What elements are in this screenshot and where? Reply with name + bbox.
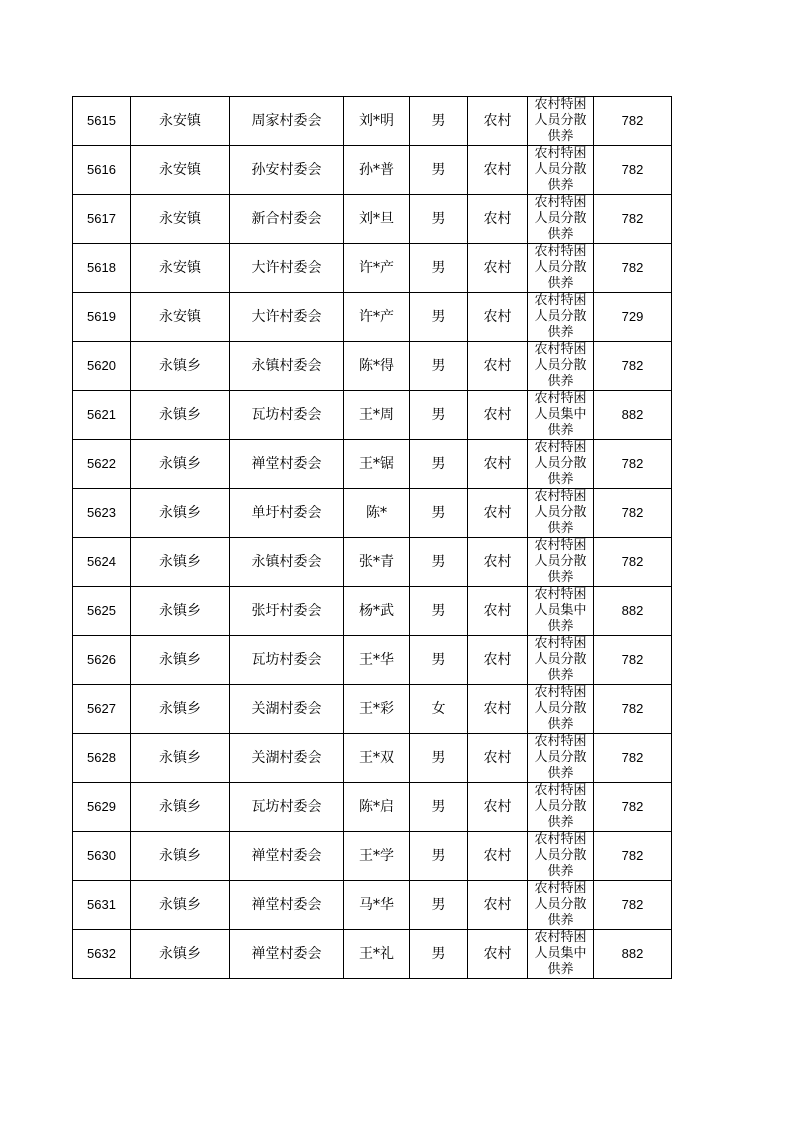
category-text: 农村特困人员分散供养 <box>534 489 587 536</box>
table-row <box>73 832 672 881</box>
category-text: 农村特困人员分散供养 <box>534 440 587 487</box>
table-row <box>73 195 672 244</box>
village-cell: 禅堂村委会 <box>230 440 344 489</box>
village-cell: 永镇村委会 <box>230 538 344 587</box>
gender-cell: 男 <box>410 293 468 342</box>
village-cell: 瓦坊村委会 <box>230 391 344 440</box>
table-row <box>73 97 672 146</box>
amount-cell: 882 <box>594 930 672 979</box>
village-cell: 单圩村委会 <box>230 489 344 538</box>
table-body <box>73 97 672 979</box>
category-cell <box>528 930 594 979</box>
name-cell: 刘*旦 <box>344 195 410 244</box>
amount-cell: 782 <box>594 734 672 783</box>
gender-cell: 男 <box>410 734 468 783</box>
name-cell: 陈* <box>344 489 410 538</box>
name-cell: 王*彩 <box>344 685 410 734</box>
area-cell: 农村 <box>468 783 528 832</box>
amount-cell: 782 <box>594 97 672 146</box>
town-cell: 永镇乡 <box>131 734 230 783</box>
category-cell <box>528 783 594 832</box>
gender-cell: 男 <box>410 489 468 538</box>
area-cell: 农村 <box>468 440 528 489</box>
amount-cell: 782 <box>594 195 672 244</box>
area-cell: 农村 <box>468 832 528 881</box>
town-cell: 永镇乡 <box>131 440 230 489</box>
area-cell: 农村 <box>468 146 528 195</box>
gender-cell: 男 <box>410 832 468 881</box>
village-cell: 张圩村委会 <box>230 587 344 636</box>
table-row <box>73 391 672 440</box>
category-text: 农村特困人员分散供养 <box>534 195 587 242</box>
category-cell <box>528 881 594 930</box>
amount-cell: 729 <box>594 293 672 342</box>
name-cell: 杨*武 <box>344 587 410 636</box>
category-cell <box>528 734 594 783</box>
category-text: 农村特困人员分散供养 <box>534 342 587 389</box>
name-cell: 张*青 <box>344 538 410 587</box>
category-text: 农村特困人员集中供养 <box>534 391 587 438</box>
village-cell: 瓦坊村委会 <box>230 783 344 832</box>
village-cell: 禅堂村委会 <box>230 881 344 930</box>
village-cell: 关湖村委会 <box>230 685 344 734</box>
town-cell: 永镇乡 <box>131 685 230 734</box>
amount-cell: 782 <box>594 538 672 587</box>
gender-cell: 男 <box>410 930 468 979</box>
category-text: 农村特困人员集中供养 <box>534 587 587 634</box>
record-id-cell: 5626 <box>73 636 131 685</box>
village-cell: 永镇村委会 <box>230 342 344 391</box>
table-row <box>73 489 672 538</box>
amount-cell: 782 <box>594 783 672 832</box>
category-text: 农村特困人员分散供养 <box>534 685 587 732</box>
record-id-cell: 5622 <box>73 440 131 489</box>
area-cell: 农村 <box>468 342 528 391</box>
category-text: 农村特困人员分散供养 <box>534 97 587 144</box>
town-cell: 永镇乡 <box>131 342 230 391</box>
village-cell: 大许村委会 <box>230 244 344 293</box>
village-cell: 周家村委会 <box>230 97 344 146</box>
record-id-cell: 5627 <box>73 685 131 734</box>
record-id-cell: 5617 <box>73 195 131 244</box>
area-cell: 农村 <box>468 97 528 146</box>
name-cell: 王*双 <box>344 734 410 783</box>
amount-cell: 782 <box>594 342 672 391</box>
town-cell: 永镇乡 <box>131 832 230 881</box>
area-cell: 农村 <box>468 881 528 930</box>
category-cell <box>528 97 594 146</box>
category-cell <box>528 587 594 636</box>
area-cell: 农村 <box>468 587 528 636</box>
table-row <box>73 587 672 636</box>
category-text: 农村特困人员分散供养 <box>534 538 587 585</box>
category-cell <box>528 244 594 293</box>
table-row <box>73 538 672 587</box>
gender-cell: 男 <box>410 391 468 440</box>
village-cell: 孙安村委会 <box>230 146 344 195</box>
category-cell <box>528 832 594 881</box>
record-id-cell: 5632 <box>73 930 131 979</box>
table-row <box>73 636 672 685</box>
name-cell: 王*礼 <box>344 930 410 979</box>
area-cell: 农村 <box>468 685 528 734</box>
category-text: 农村特困人员分散供养 <box>534 734 587 781</box>
category-text: 农村特困人员分散供养 <box>534 146 587 193</box>
town-cell: 永镇乡 <box>131 636 230 685</box>
town-cell: 永镇乡 <box>131 587 230 636</box>
gender-cell: 男 <box>410 146 468 195</box>
amount-cell: 782 <box>594 881 672 930</box>
gender-cell: 男 <box>410 783 468 832</box>
table-row <box>73 783 672 832</box>
town-cell: 永安镇 <box>131 293 230 342</box>
gender-cell: 男 <box>410 538 468 587</box>
table-row <box>73 685 672 734</box>
town-cell: 永镇乡 <box>131 930 230 979</box>
village-cell: 关湖村委会 <box>230 734 344 783</box>
area-cell: 农村 <box>468 734 528 783</box>
table-row <box>73 881 672 930</box>
amount-cell: 782 <box>594 146 672 195</box>
record-id-cell: 5624 <box>73 538 131 587</box>
gender-cell: 男 <box>410 587 468 636</box>
category-cell <box>528 636 594 685</box>
name-cell: 刘*明 <box>344 97 410 146</box>
name-cell: 王*周 <box>344 391 410 440</box>
category-text: 农村特困人员分散供养 <box>534 881 587 928</box>
category-cell <box>528 146 594 195</box>
category-cell <box>528 440 594 489</box>
category-cell <box>528 342 594 391</box>
record-id-cell: 5619 <box>73 293 131 342</box>
amount-cell: 782 <box>594 489 672 538</box>
area-cell: 农村 <box>468 244 528 293</box>
category-cell <box>528 489 594 538</box>
record-id-cell: 5625 <box>73 587 131 636</box>
record-id-cell: 5623 <box>73 489 131 538</box>
town-cell: 永镇乡 <box>131 489 230 538</box>
category-cell <box>528 195 594 244</box>
category-text: 农村特困人员分散供养 <box>534 636 587 683</box>
name-cell: 许*产 <box>344 244 410 293</box>
category-cell <box>528 685 594 734</box>
amount-cell: 782 <box>594 685 672 734</box>
name-cell: 陈*得 <box>344 342 410 391</box>
town-cell: 永安镇 <box>131 244 230 293</box>
town-cell: 永安镇 <box>131 195 230 244</box>
gender-cell: 女 <box>410 685 468 734</box>
area-cell: 农村 <box>468 930 528 979</box>
category-text: 农村特困人员分散供养 <box>534 293 587 340</box>
category-cell <box>528 293 594 342</box>
town-cell: 永安镇 <box>131 146 230 195</box>
amount-cell: 782 <box>594 244 672 293</box>
category-text: 农村特困人员分散供养 <box>534 244 587 291</box>
amount-cell: 882 <box>594 391 672 440</box>
amount-cell: 782 <box>594 440 672 489</box>
table-row <box>73 293 672 342</box>
area-cell: 农村 <box>468 636 528 685</box>
record-id-cell: 5629 <box>73 783 131 832</box>
amount-cell: 782 <box>594 636 672 685</box>
name-cell: 王*学 <box>344 832 410 881</box>
name-cell: 马*华 <box>344 881 410 930</box>
area-cell: 农村 <box>468 391 528 440</box>
record-id-cell: 5621 <box>73 391 131 440</box>
table-row <box>73 342 672 391</box>
area-cell: 农村 <box>468 293 528 342</box>
records-table <box>72 96 672 979</box>
amount-cell: 882 <box>594 587 672 636</box>
gender-cell: 男 <box>410 244 468 293</box>
amount-cell: 782 <box>594 832 672 881</box>
record-id-cell: 5628 <box>73 734 131 783</box>
gender-cell: 男 <box>410 97 468 146</box>
name-cell: 孙*普 <box>344 146 410 195</box>
area-cell: 农村 <box>468 489 528 538</box>
gender-cell: 男 <box>410 440 468 489</box>
gender-cell: 男 <box>410 636 468 685</box>
table-row <box>73 244 672 293</box>
gender-cell: 男 <box>410 342 468 391</box>
record-id-cell: 5620 <box>73 342 131 391</box>
table-row <box>73 734 672 783</box>
table-row <box>73 440 672 489</box>
gender-cell: 男 <box>410 195 468 244</box>
village-cell: 大许村委会 <box>230 293 344 342</box>
village-cell: 新合村委会 <box>230 195 344 244</box>
category-text: 农村特困人员分散供养 <box>534 783 587 830</box>
record-id-cell: 5618 <box>73 244 131 293</box>
record-id-cell: 5616 <box>73 146 131 195</box>
area-cell: 农村 <box>468 538 528 587</box>
table-row <box>73 930 672 979</box>
village-cell: 禅堂村委会 <box>230 930 344 979</box>
name-cell: 许*产 <box>344 293 410 342</box>
record-id-cell: 5631 <box>73 881 131 930</box>
town-cell: 永安镇 <box>131 97 230 146</box>
table-row <box>73 146 672 195</box>
town-cell: 永镇乡 <box>131 881 230 930</box>
category-cell <box>528 538 594 587</box>
town-cell: 永镇乡 <box>131 783 230 832</box>
record-id-cell: 5615 <box>73 97 131 146</box>
category-text: 农村特困人员分散供养 <box>534 832 587 879</box>
town-cell: 永镇乡 <box>131 391 230 440</box>
village-cell: 禅堂村委会 <box>230 832 344 881</box>
gender-cell: 男 <box>410 881 468 930</box>
name-cell: 陈*启 <box>344 783 410 832</box>
area-cell: 农村 <box>468 195 528 244</box>
village-cell: 瓦坊村委会 <box>230 636 344 685</box>
category-cell <box>528 391 594 440</box>
name-cell: 王*华 <box>344 636 410 685</box>
name-cell: 王*锯 <box>344 440 410 489</box>
town-cell: 永镇乡 <box>131 538 230 587</box>
record-id-cell: 5630 <box>73 832 131 881</box>
category-text: 农村特困人员集中供养 <box>534 930 587 977</box>
